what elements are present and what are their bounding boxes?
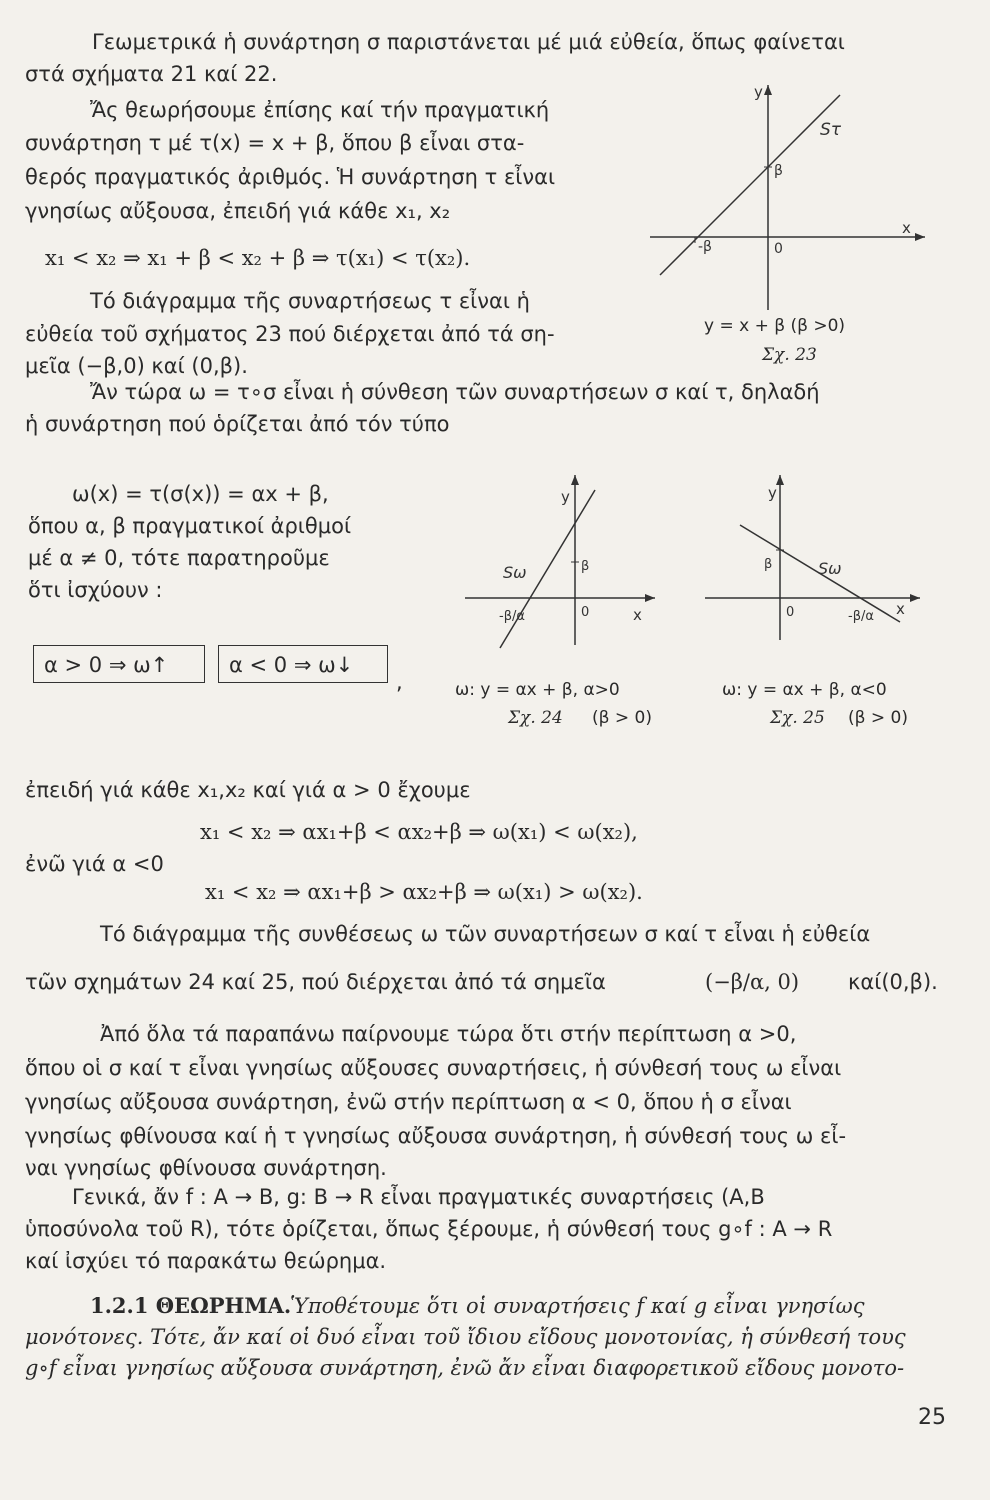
fig24-equation: ω: y = αx + β, α>0: [455, 680, 620, 700]
fig24-b-label: β: [581, 559, 590, 574]
text-line-19: ἐνῶ γιά α <0: [25, 852, 164, 876]
fig23-origin-label: 0: [774, 241, 783, 257]
theorem-text-1: Ὑποθέτουμε ὅτι οἱ συναρτήσεις f καί g εἶναι γνησίως: [290, 1294, 865, 1318]
fig25-origin-label: 0: [786, 605, 795, 620]
fig24-caption: Σχ. 24: [508, 708, 563, 728]
fig23-line-label: Sτ: [820, 120, 842, 140]
text-line-3: Ἄς θεωρήσουμε ἐπίσης καί τήν πραγματική: [90, 98, 550, 122]
fig25-condition: (β > 0): [848, 708, 908, 728]
fig25-caption: Σχ. 25: [770, 708, 825, 728]
figure-23: [640, 75, 930, 315]
theorem-number: 1.2.1 ΘΕΩΡΗΜΑ.: [90, 1293, 292, 1318]
fig23-negb-label: -β: [698, 239, 712, 255]
text-line-17: ἐπειδή γιά κάθε x₁,x₂ καί γιά α > 0 ἔχουμε: [25, 778, 471, 802]
text-line-8: Τό διάγραμμα τῆς συναρτήσεως τ εἶναι ἡ: [90, 289, 530, 313]
theorem-text-2: μονότονες. Τότε, ἄν καί οἱ δυό εἶναι τοῦ ἴδιου εἴδους μονοτονίας, ἡ σύνθεσή τους: [25, 1325, 906, 1349]
box-decreasing: α < 0 ⇒ ω↓: [218, 645, 388, 683]
fig25-y-label: y: [768, 484, 777, 502]
text-line-24: ὅπου οἱ σ καί τ εἶναι γνησίως αὔξουσες συναρτήσεις, ἡ σύνθεσή τους ω εἶναι: [25, 1056, 842, 1080]
fig23-caption: Σχ. 23: [762, 345, 817, 365]
fig25-equation: ω: y = αx + β, α<0: [722, 680, 887, 700]
fig24-x-label: x: [633, 606, 642, 624]
text-line-22a: τῶν σχημάτων 24 καί 25, πού διέρχεται ἀπό τά σημεῖα: [25, 970, 606, 994]
text-line-12: ἡ συνάρτηση πού ὁρίζεται ἀπό τόν τύπο: [25, 412, 450, 436]
fig25-b-label: β: [764, 557, 773, 572]
page-number: 25: [918, 1405, 946, 1430]
text-line-13: ω(x) = τ(σ(x)) = αx + β,: [72, 482, 329, 506]
fig24-line-label: Sω: [503, 563, 527, 582]
text-line-9: εὐθεία τοῦ σχήματος 23 πού διέρχεται ἀπό τά ση-: [25, 322, 555, 346]
text-line-27: ναι γνησίως φθίνουσα συνάρτηση.: [25, 1156, 387, 1180]
text-line-21: Τό διάγραμμα τῆς συνθέσεως ω τῶν συναρτήσεων σ καί τ εἶναι ἡ εὐθεία: [100, 922, 871, 946]
fig24-y-label: y: [561, 488, 570, 506]
text-line-11: Ἄν τώρα ω = τ∘σ εἶναι ἡ σύνθεση τῶν συναρτήσεων σ καί τ, δηλαδή: [90, 380, 820, 404]
text-line-29: ὑποσύνολα τοῦ R), τότε ὁρίζεται, ὅπως ξέρουμε, ἡ σύνθεσή τους g∘f : A → R: [25, 1217, 833, 1241]
text-line-22c: καί(0,β).: [848, 970, 938, 994]
fig23-equation: y = x + β (β >0): [704, 316, 846, 336]
fig24-origin-label: 0: [581, 605, 590, 620]
figure-25: [700, 470, 930, 650]
fig24-root-label: -β/α: [499, 609, 525, 624]
fig23-b-label: β: [774, 163, 783, 179]
fig23-x-label: x: [902, 219, 911, 237]
text-line-26: γνησίως φθίνουσα καί ἡ τ γνησίως αὔξουσα συνάρτηση, ἡ σύνθεσή τους ω εἶ-: [25, 1124, 847, 1148]
text-line-16: ὅτι ἰσχύουν :: [28, 578, 163, 602]
text-line-1: Γεωμετρικά ἡ συνάρτηση σ παριστάνεται μέ μιά εὐθεία, ὅπως φαίνεται: [92, 30, 845, 54]
fig23-y-label: y: [754, 83, 763, 101]
text-line-6: γνησίως αὔξουσα, ἐπειδή γιά κάθε x₁, x₂: [25, 199, 451, 223]
text-line-15: μέ α ≠ 0, τότε παρατηροῦμε: [28, 546, 330, 570]
text-line-2: στά σχήματα 21 καί 22.: [25, 62, 278, 86]
text-line-23: Ἀπό ὅλα τά παραπάνω παίρνουμε τώρα ὅτι στήν περίπτωση α >0,: [100, 1022, 797, 1046]
box-increasing: α > 0 ⇒ ω↑: [33, 645, 205, 683]
figure-24: [455, 470, 665, 650]
text-line-25: γνησίως αὔξουσα συνάρτηση, ἐνῶ στήν περίπτωση α < 0, ὅπου ἡ σ εἶναι: [25, 1090, 792, 1114]
text-line-20: x₁ < x₂ ⇒ αx₁+β > αx₂+β ⇒ ω(x₁) > ω(x₂).: [205, 880, 643, 904]
text-line-22b: (−β/α, 0): [705, 970, 800, 994]
fig25-root-label: -β/α: [848, 609, 874, 624]
text-line-18: x₁ < x₂ ⇒ αx₁+β < αx₂+β ⇒ ω(x₁) < ω(x₂),: [200, 820, 638, 844]
text-line-7: x₁ < x₂ ⇒ x₁ + β < x₂ + β ⇒ τ(x₁) < τ(x₂).: [45, 246, 471, 270]
text-line-4: συνάρτηση τ μέ τ(x) = x + β, ὅπου β εἶναι στα-: [25, 131, 525, 155]
text-line-10: μεῖα (−β,0) καί (0,β).: [25, 354, 248, 378]
text-line-28: Γενικά, ἄν f : A → B, g: B → R εἶναι πραγματικές συναρτήσεις (A,B: [72, 1185, 765, 1209]
theorem-text-3: g∘f εἶναι γνησίως αὔξουσα συνάρτηση, ἐνῶ ἄν εἶναι διαφορετικοῦ εἴδους μονοτο-: [25, 1356, 905, 1380]
box-comma: ,: [396, 670, 403, 694]
text-line-14: ὅπου α, β πραγματικοί ἀριθμοί: [28, 514, 352, 538]
fig25-line-label: Sω: [818, 559, 842, 578]
text-line-5: θερός πραγματικός ἀριθμός. Ἡ συνάρτηση τ εἶναι: [25, 165, 556, 189]
text-line-30: καί ἰσχύει τό παρακάτω θεώρημα.: [25, 1249, 387, 1273]
fig25-x-label: x: [896, 600, 905, 618]
fig24-condition: (β > 0): [592, 708, 652, 728]
